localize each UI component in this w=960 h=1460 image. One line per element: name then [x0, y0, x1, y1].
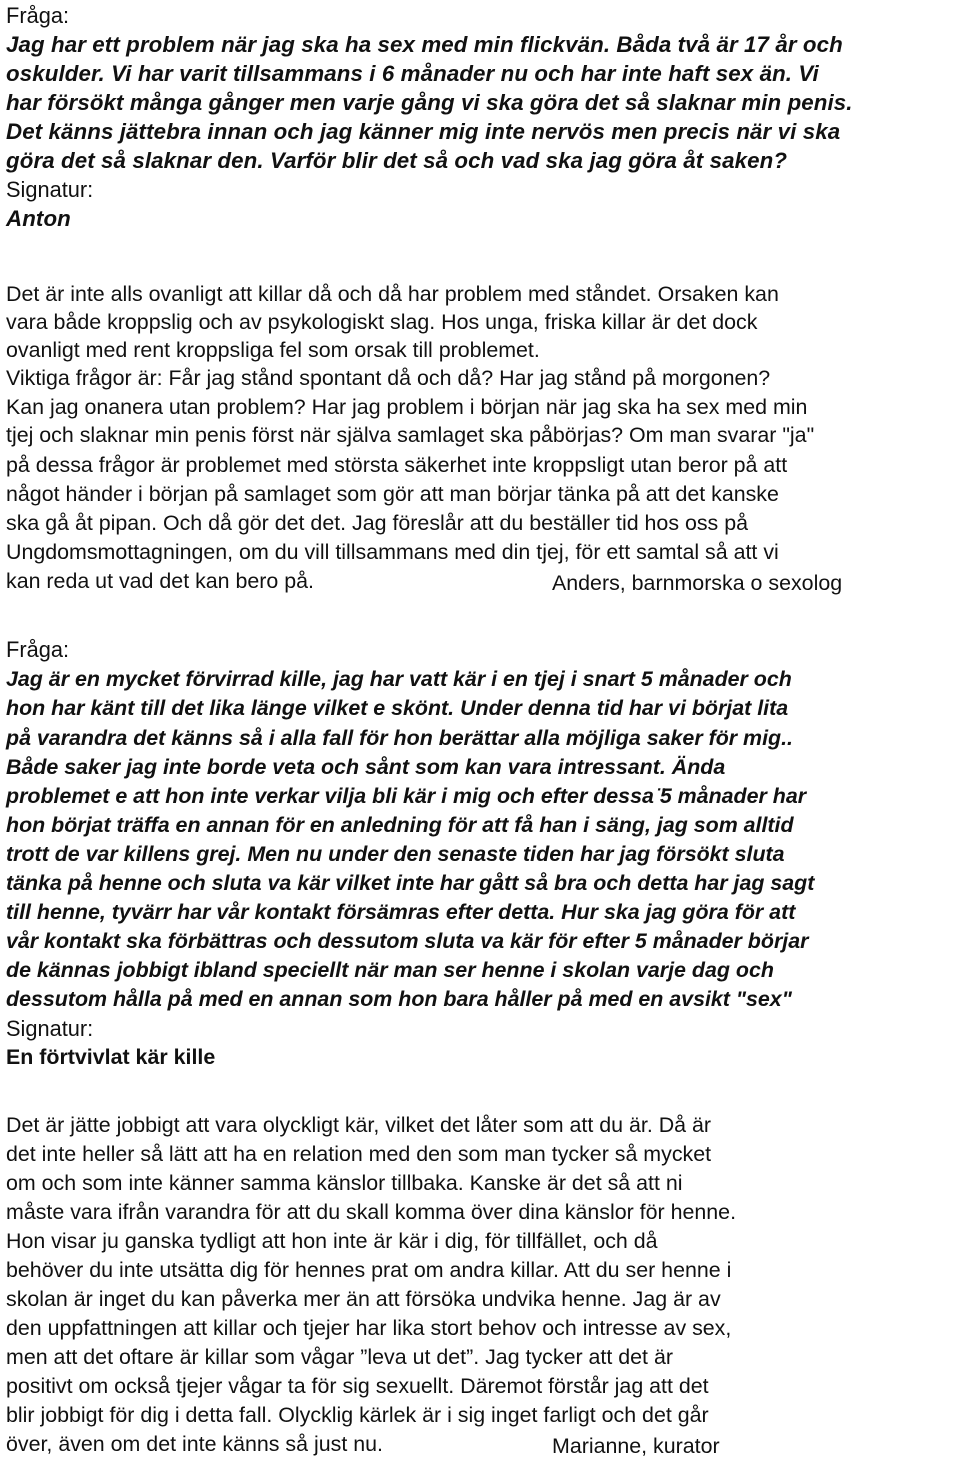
- question-label: Fråga:: [6, 3, 69, 28]
- signature-name: En förtvivlat kär kille: [6, 1045, 216, 1069]
- question-line: Jag har ett problem när jag ska ha sex med min flickvän. Båda två är 17 år och: [6, 32, 843, 57]
- question-line: de kännas jobbigt ibland speciellt när man ser henne i skolan varje dag och: [6, 958, 774, 982]
- answer-line: måste vara ifrån varandra för att du skall komma över dina känslor för henne.: [6, 1200, 737, 1224]
- question-line: Både saker jag inte borde veta och sånt som kan vara intressant. Ända: [6, 755, 726, 779]
- question-line: vår kontakt ska förbättras och dessutom sluta va kär för efter 5 månader börjar: [6, 929, 809, 953]
- answer-line: Viktiga frågor är: Får jag stånd spontant då och då? Har jag stånd på morgonen?: [6, 366, 771, 390]
- answer-line: men att det oftare är killar som vågar ”leva ut det”. Jag tycker att det är: [6, 1345, 673, 1369]
- answer-signature: Anders, barnmorska o sexolog: [552, 571, 843, 595]
- question-line: har försökt många gånger men varje gång vi ska göra det så slaknar min penis.: [6, 90, 853, 115]
- answer-line: vara både kroppslig och av psykologiskt slag. Hos unga, friska killar är det dock: [6, 310, 758, 334]
- answer-line: om och som inte känner samma känslor tillbaka. Kanske är det så att ni: [6, 1171, 683, 1195]
- answer-line: skolan är inget du kan påverka mer än att försöka undvika henne. Jag är av: [6, 1287, 721, 1311]
- answer-line: över, även om det inte känns så just nu.: [6, 1432, 383, 1456]
- answer-line: Ungdomsmottagningen, om du vill tillsammans med din tjej, för ett samtal så att vi: [6, 540, 779, 564]
- answer-line: behöver du inte utsätta dig för hennes prat om andra killar. Att du ser henne i: [6, 1258, 732, 1282]
- signature-name: Anton: [6, 206, 71, 231]
- answer-line: den uppfattningen att killar och tjejer har lika stort behov och intresse av sex,: [6, 1316, 732, 1340]
- question-line: Jag är en mycket förvirrad kille, jag har vatt kär i en tjej i snart 5 månader och: [6, 667, 792, 691]
- signature-label: Signatur:: [6, 1016, 94, 1041]
- question-line: hon har känt till det lika länge vilket e skönt. Under denna tid har vi börjat lita: [6, 696, 789, 720]
- question-line: oskulder. Vi har varit tillsammans i 6 månader nu och har inte haft sex än. Vi: [6, 61, 819, 86]
- answer-line: tjej och slaknar min penis först när själva samlaget ska påbörjas? Om man svarar "ja": [6, 423, 815, 447]
- signature-label: Signatur:: [6, 177, 94, 202]
- question-line: problemet e att hon inte verkar vilja bli kär i mig och efter dessa ̈5 månader har: [6, 784, 807, 808]
- answer-line: blir jobbigt för dig i detta fall. Olycklig kärlek är i sig inget farligt och det går: [6, 1403, 709, 1427]
- answer-signature: Marianne, kurator: [552, 1434, 720, 1458]
- answer-line: ovanligt med rent kroppsliga fel som orsak till problemet.: [6, 338, 540, 362]
- answer-line: positivt om också tjejer vågar ta för sig sexuellt. Däremot förstår jag att det: [6, 1374, 709, 1398]
- question-line: trott de var killens grej. Men nu under den senaste tiden har jag försökt sluta: [6, 842, 785, 866]
- answer-line: på dessa frågor är problemet med största säkerhet inte kroppsligt utan beror på att: [6, 453, 788, 477]
- question-line: hon börjat träffa en annan för en anledning för att få han i säng, jag som alltid: [6, 813, 794, 837]
- question-line: på varandra det känns så i alla fall för hon berättar alla möjliga saker för mig..: [6, 726, 793, 750]
- question-line: till henne, tyvärr har vår kontakt försämras efter detta. Hur ska jag göra för att: [6, 900, 796, 924]
- question-label: Fråga:: [6, 637, 69, 662]
- answer-line: det inte heller så lätt att ha en relation med den som man tycker så mycket: [6, 1142, 712, 1166]
- answer-line: något händer i början på samlaget som gör att man börjar tänka på att det kanske: [6, 482, 779, 506]
- answer-line: kan reda ut vad det kan bero på.: [6, 569, 315, 593]
- answer-line: Kan jag onanera utan problem? Har jag problem i början när jag ska ha sex med min: [6, 395, 808, 419]
- question-line: göra det så slaknar den. Varför blir det så och vad ska jag göra åt saken?: [6, 148, 788, 173]
- question-line: dessutom hålla på med en annan som hon bara håller på med en avsikt "sex": [6, 987, 792, 1011]
- question-line: tänka på henne och sluta va kär vilket inte har gått så bra och detta har jag sagt: [6, 871, 815, 895]
- question-line: Det känns jättebra innan och jag känner mig inte nervös men precis när vi ska: [6, 119, 841, 144]
- answer-line: ska gå åt pipan. Och då gör det det. Jag föreslår att du beställer tid hos oss på: [6, 511, 748, 535]
- answer-line: Det är jätte jobbigt att vara olyckligt kär, vilket det låter som att du är. Då är: [6, 1113, 712, 1137]
- answer-line: Hon visar ju ganska tydligt att hon inte är kär i dig, för tillfället, och då: [6, 1229, 658, 1253]
- answer-line: Det är inte alls ovanligt att killar då och då har problem med ståndet. Orsaken kan: [6, 282, 779, 306]
